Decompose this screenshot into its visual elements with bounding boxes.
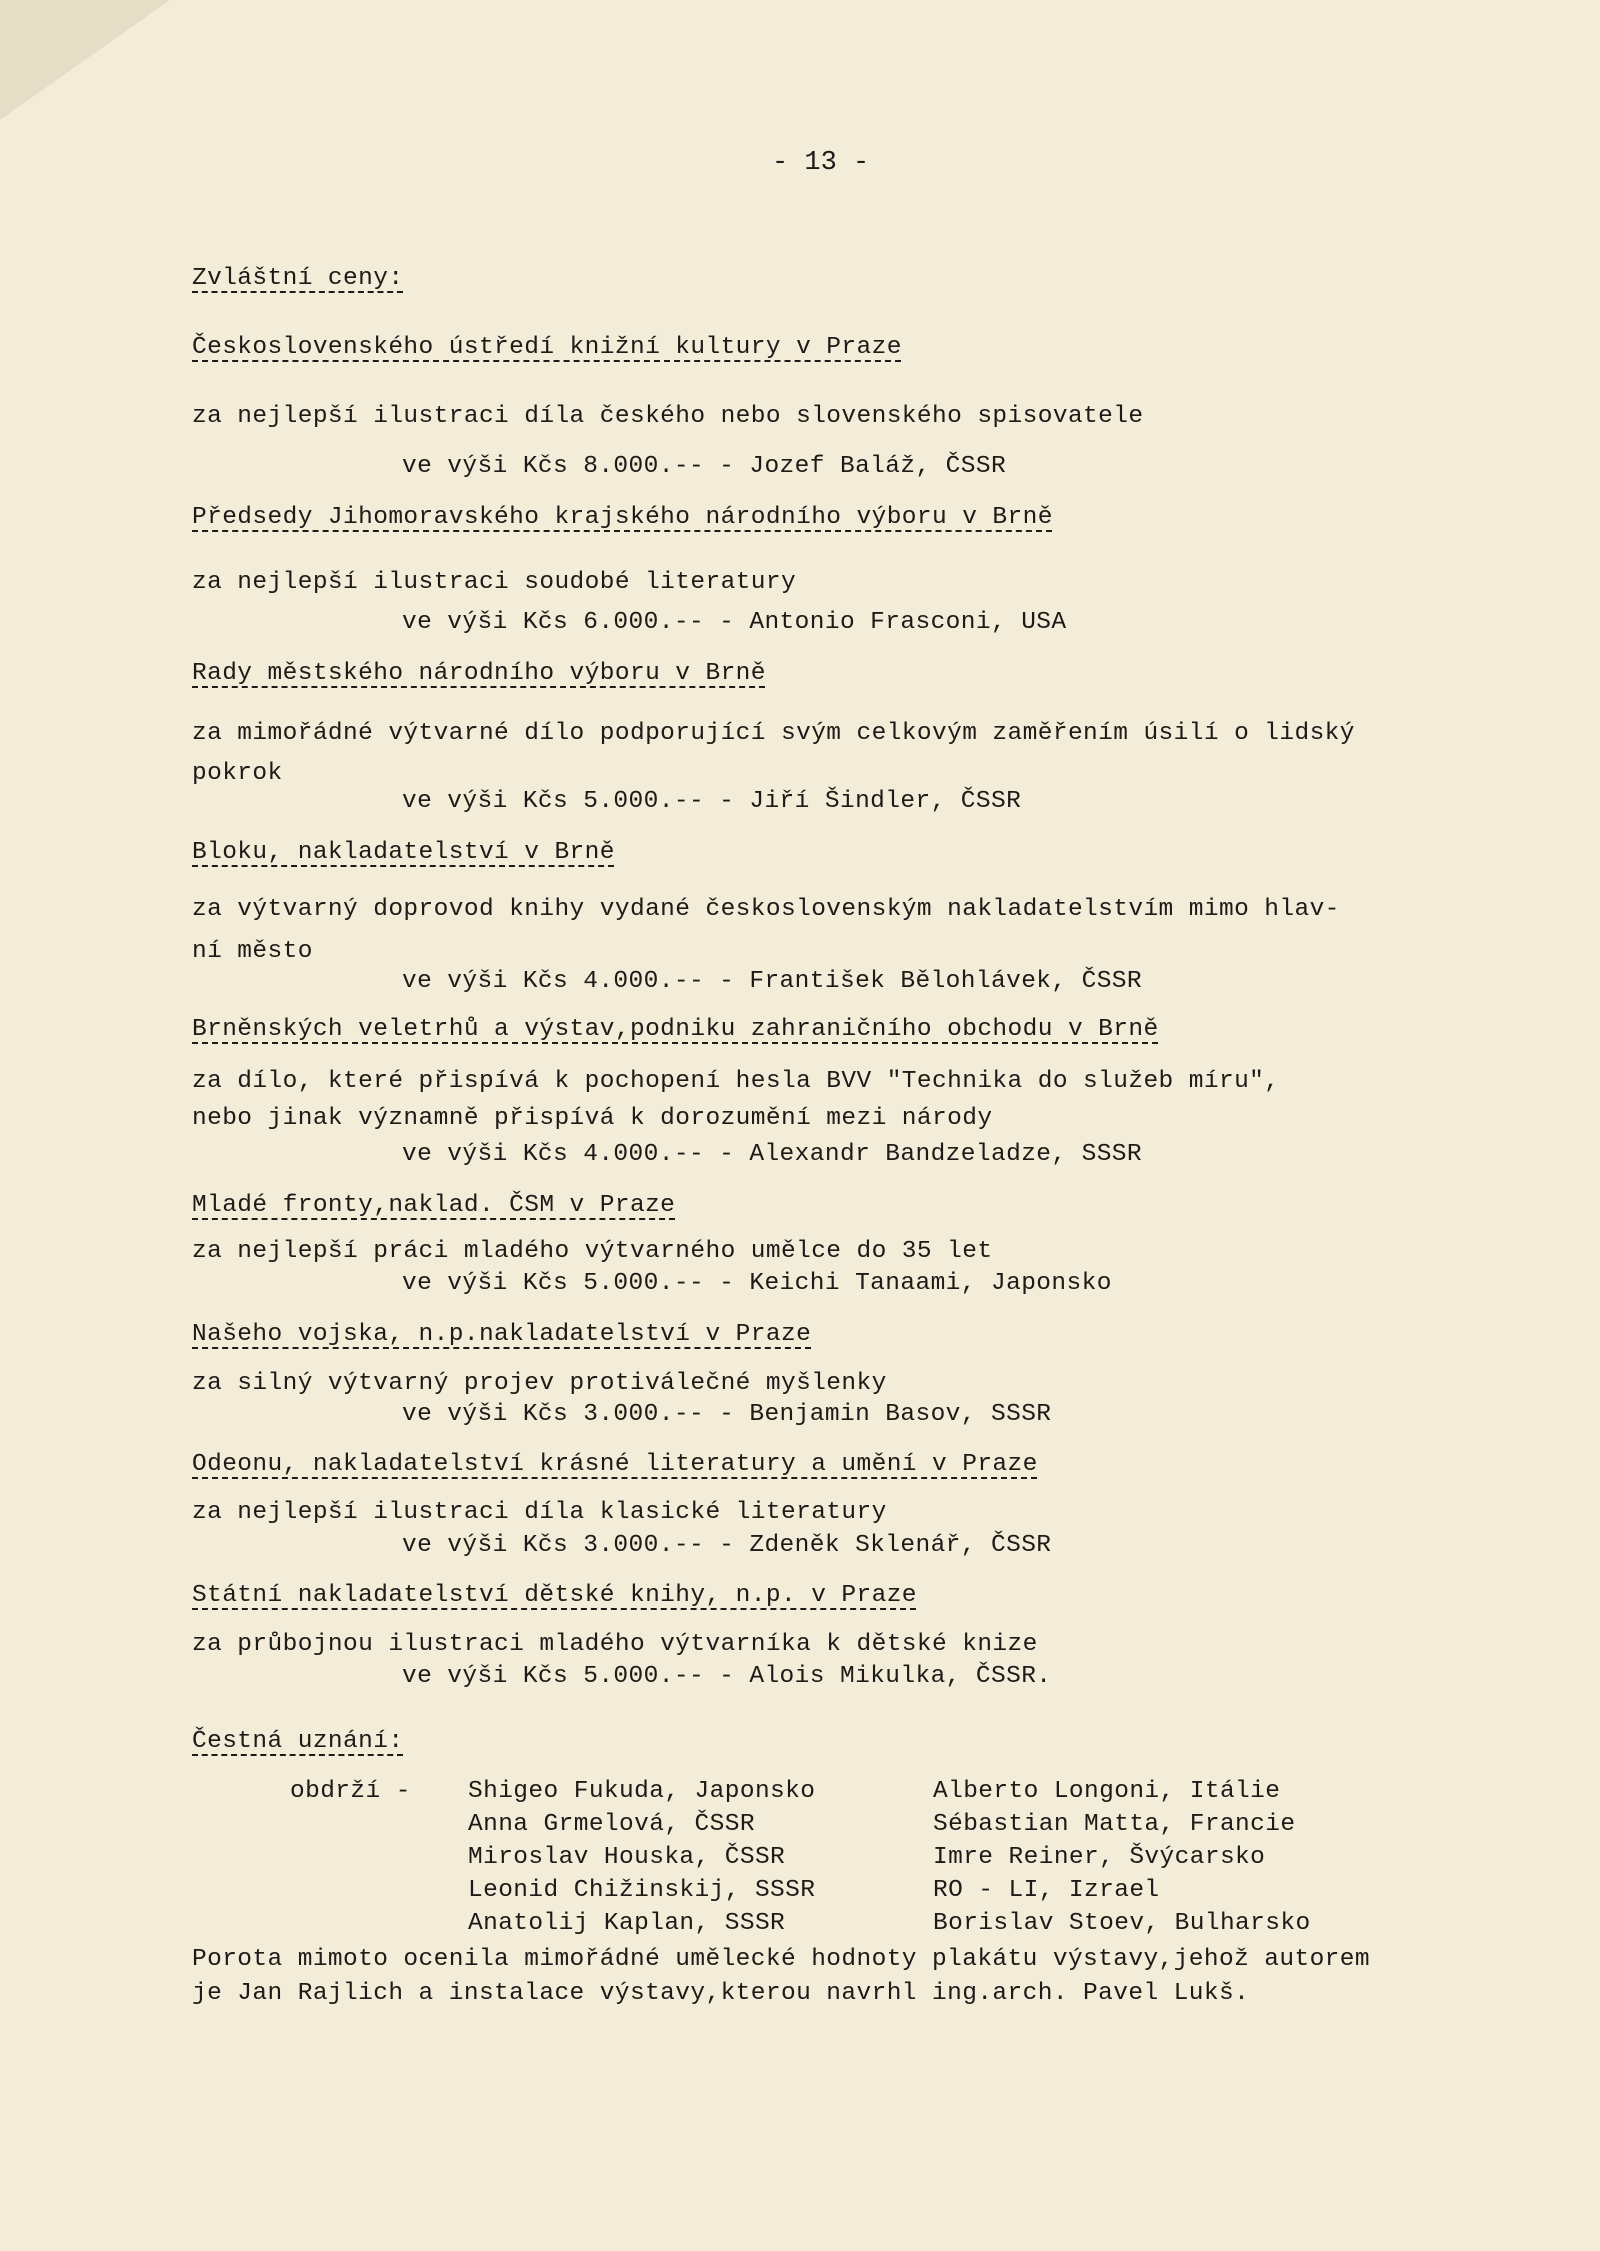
prize-line: ve výši Kčs 5.000.-- - Keichi Tanaami, Japonsko (402, 1270, 1112, 1297)
section-description: za nejlepší ilustraci díla českého nebo slovenského spisovatele (192, 403, 1144, 430)
prize-line: ve výši Kčs 5.000.-- - Alois Mikulka, ČSSR. (402, 1663, 1052, 1690)
section-heading: Bloku, nakladatelství v Brně (192, 839, 615, 866)
section-heading: Odeonu, nakladatelství krásné literatury a umění v Praze (192, 1451, 1038, 1478)
honorable-name: Sébastian Matta, Francie (933, 1811, 1296, 1838)
section-heading: Rady městského národního výboru v Brně (192, 660, 766, 687)
section-description: ní město (192, 938, 313, 965)
honorable-name: Anna Grmelová, ČSSR (468, 1811, 755, 1838)
page-number: - 13 - (772, 148, 870, 178)
section-heading: Mladé fronty,naklad. ČSM v Praze (192, 1192, 676, 1219)
honorable-name: RO - LI, Izrael (933, 1877, 1160, 1904)
prize-line: ve výši Kčs 3.000.-- - Benjamin Basov, SSSR (402, 1401, 1052, 1428)
special-prizes-heading: Zvláštní ceny: (192, 265, 404, 292)
honorable-name: Imre Reiner, Švýcarsko (933, 1844, 1266, 1871)
closing-line: je Jan Rajlich a instalace výstavy,kterou navrhl ing.arch. Pavel Lukš. (192, 1980, 1250, 2007)
honorable-name: Alberto Longoni, Itálie (933, 1778, 1281, 1805)
section-description: za mimořádné výtvarné dílo podporující svým celkovým zaměřením úsilí o lidský (192, 720, 1355, 747)
section-description: za výtvarný doprovod knihy vydané československým nakladatelstvím mimo hlav- (192, 896, 1340, 923)
closing-line: Porota mimoto ocenila mimořádné umělecké hodnoty plakátu výstavy,jehož autorem (192, 1946, 1370, 1973)
section-description: za nejlepší ilustraci díla klasické literatury (192, 1499, 887, 1526)
prize-line: ve výši Kčs 3.000.-- - Zdeněk Sklenář, ČSSR (402, 1532, 1052, 1559)
section-description: za průbojnou ilustraci mladého výtvarníka k dětské knize (192, 1631, 1038, 1658)
section-description: nebo jinak významně přispívá k dorozumění mezi národy (192, 1105, 993, 1132)
honorable-name: Anatolij Kaplan, SSSR (468, 1910, 786, 1937)
section-description: za nejlepší práci mladého výtvarného umělce do 35 let (192, 1238, 993, 1265)
honorable-name: Leonid Chižinskij, SSSR (468, 1877, 816, 1904)
section-heading: Brněnských veletrhů a výstav,podniku zahraničního obchodu v Brně (192, 1016, 1159, 1043)
section-description: pokrok (192, 760, 283, 787)
prize-line: ve výši Kčs 8.000.-- - Jozef Baláž, ČSSR (402, 453, 1007, 480)
honorable-name: Borislav Stoev, Bulharsko (933, 1910, 1311, 1937)
section-description: za dílo, které přispívá k pochopení hesla BVV "Technika do služeb míru", (192, 1068, 1280, 1095)
section-heading: Československého ústředí knižní kultury v Praze (192, 334, 902, 361)
honorable-name: Shigeo Fukuda, Japonsko (468, 1778, 816, 1805)
honorable-name: Miroslav Houska, ČSSR (468, 1844, 786, 1871)
prize-line: ve výši Kčs 4.000.-- - Alexandr Bandzeladze, SSSR (402, 1141, 1143, 1168)
prize-line: ve výši Kčs 6.000.-- - Antonio Frasconi, USA (402, 609, 1067, 636)
section-heading: Předsedy Jihomoravského krajského národního výboru v Brně (192, 504, 1053, 531)
honorable-intro: obdrží - (290, 1778, 411, 1805)
prize-line: ve výši Kčs 4.000.-- - František Bělohlávek, ČSSR (402, 968, 1143, 995)
folded-corner (0, 0, 170, 120)
section-description: za nejlepší ilustraci soudobé literatury (192, 569, 797, 596)
honorable-heading: Čestná uznání: (192, 1728, 404, 1755)
prize-line: ve výši Kčs 5.000.-- - Jiří Šindler, ČSSR (402, 788, 1022, 815)
section-heading: Našeho vojska, n.p.nakladatelství v Praze (192, 1321, 812, 1348)
section-heading: Státní nakladatelství dětské knihy, n.p. v Praze (192, 1582, 917, 1609)
section-description: za silný výtvarný projev protiválečné myšlenky (192, 1370, 887, 1397)
